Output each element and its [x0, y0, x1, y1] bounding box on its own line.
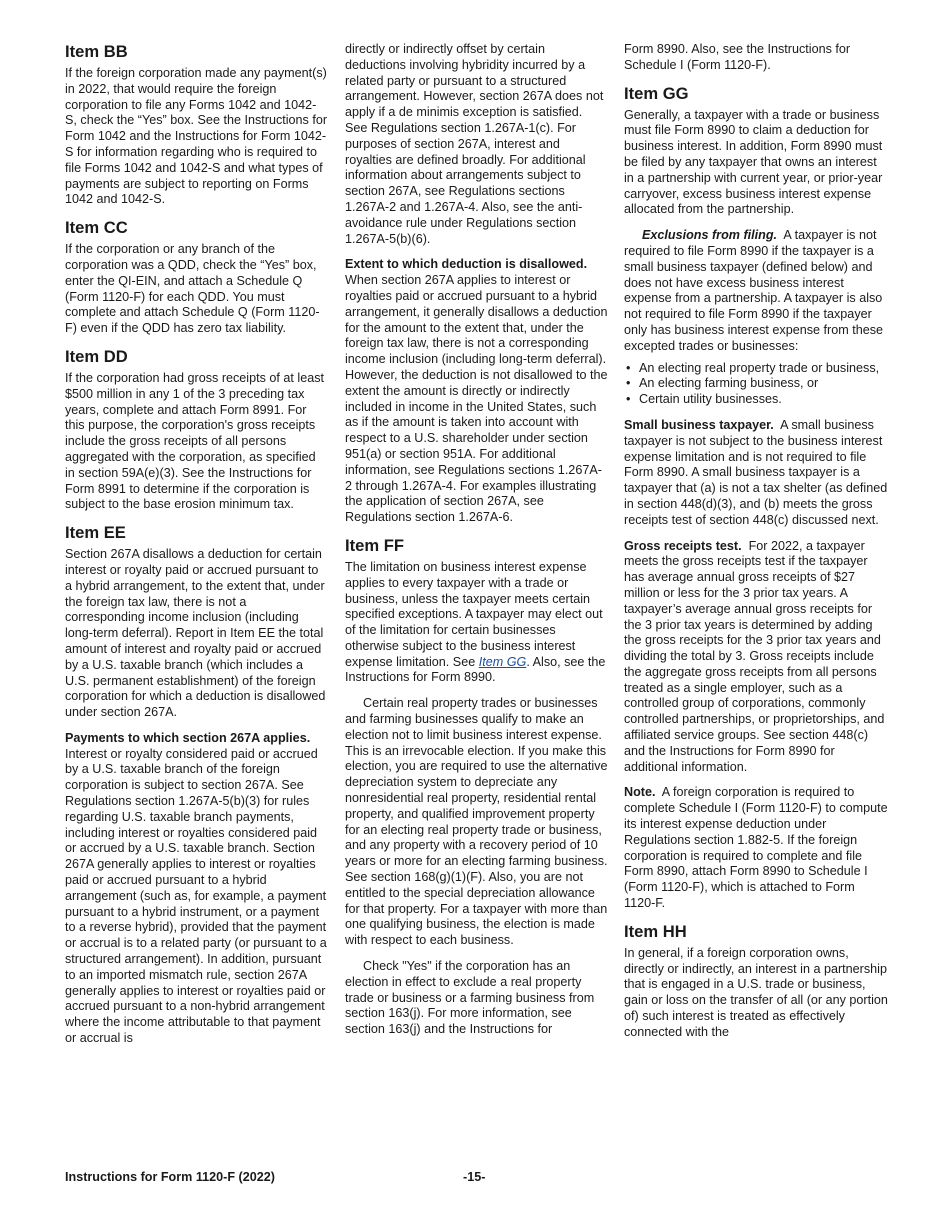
gross-receipts-paragraph [624, 539, 888, 776]
extent-text: When section 267A applies to interest or royalties paid or accrued pursuant to a hybrid arrangement, it generally disallows a deduction for the amount to the extent that, under the foreign tax law, there is not a corresponding income inclusion (including long-term deferral). However, the deduction is not disallowed to the extent the amount is directly or indirectly included in income in the United States, such as if the amount is taken into account with respect to a U.S. shareholder under section 951(a) or section 951A. For additional information, see Regulations sections 1.267A-2 through 1.267A-4. For examples illustrating the application of section 267A, see Regulations section 1.267A-6. [345, 273, 608, 525]
footer-form-title: Instructions for Form 1120-F (2022) [65, 1170, 275, 1184]
item-ee-continued-text: directly or indirectly offset by certain deductions involving hybridity incurred by a related party or pursuant to a structured arrangement. However, section 267A does not apply if a de minimis exception is satisfied. See Regulations section 1.267A-1(c). For purposes of section 267A, interest and royalties are defined broadly. For additional information about arrangements subject to section 267A, see Regulations sections 1.267A-2 and 1.267A-4. Also, see the anti-avoidance rule under Regulations section 1.267A-5(b)(6). [345, 42, 604, 246]
small-business-title: Small business taxpayer. [624, 417, 774, 432]
column-middle [345, 42, 608, 1044]
note-text: A foreign corporation is required to complete Schedule I (Form 1120-F) to compute its interest expense deduction under Regulations section 1.882-5. If the foreign corporation is required to complete and file Form 8990, attach Form 8990 to Schedule I (Form 1120-F), which is attached to Form 1120-F. [624, 785, 888, 911]
item-ee-text: Section 267A disallows a deduction for certain interest or royalty paid or accrued pursuant to a hybrid arrangement, to the extent that, under the foreign tax law, there is not a corresponding income inclusion (including long-term deferral). Report in Item EE the total amount of interest and royalty paid or accrued by a U.S. taxable branch (which includes a U.S. permanent establishment) of the foreign corporation for which a deduction is disallowed under section 267A. [65, 547, 326, 720]
item-ff-election-text: Certain real property trades or businesses and farming businesses qualify to make an election not to limit business interest expense. This is an irrevocable election. If you make this election, you are required to use the alternative depreciation system to depreciate any nonresidential real property, residential rental property, and qualified improvement property for an electing real property trade or business, and any property with a recovery period of 10 years or more for an electing farming business. See section 168(g)(1)(F). Also, you are not entitled to the special depreciation allowance for that property. For a taxpayer with more than one qualifying business, the election is made with respect to each business. [345, 696, 608, 948]
item-gg-link[interactable]: Item GG [478, 654, 527, 669]
item-ff-heading: Item FF [345, 535, 405, 555]
column-right [624, 42, 888, 1047]
gross-receipts-text: For 2022, a taxpayer meets the gross receipts test if the taxpayer has average annual gross receipts of $27 million or less for the 3 prior tax years. A taxpayer’s average annual gross receipts for the 3 prior tax years is determined by adding the gross receipts for the 3 prior tax years and dividing the total by 3. Gross receipts include the aggregate gross receipts from all persons treated as a single employer, such as a controlled group of corporations, commonly controlled partnerships, or proprietorships, and affiliated service groups. See section 448(c) and the Instructions for Form 8990 for additional information. [624, 538, 885, 774]
excepted-businesses-list [624, 361, 888, 408]
item-dd-heading: Item DD [65, 346, 128, 366]
note-title: Note. [624, 785, 656, 800]
item-hh-heading: Item HH [624, 921, 687, 941]
payments-267a-text: Interest or royalty considered paid or accrued by a U.S. taxable branch of the foreign corporation is subject to section 267A. See Regulations section 1.267A-5(b)(3) for rules regarding U.S. taxable branch payments, including interest or royalties considered paid or accrued by a U.S. taxable branch. Section 267A generally applies to interest or royalties paid or accrued pursuant to a hybrid arrangement (such as, for example, a payment pursuant to a hybrid instrument, or a payment to a reverse hybrid), provided that the payment or accrual is to a related party (or pursuant to a structured arrangement). In addition, pursuant to an imported mismatch rule, section 267A generally applies to interest or royalties paid or accrued pursuant to a non-hybrid arrangement where the income attributable to that payment or accrual is [65, 746, 327, 1046]
item-dd-text: If the corporation had gross receipts of at least $500 million in any 1 of the 3 preceding tax years, complete and attach Form 8991. For this purpose, the corporation's gross receipts include the gross receipts of all persons aggregated with the corporation, as specified in section 59A(e)(3). See the Instructions for Form 8991 to determine if the corporation is subject to the base erosion minimum tax. [65, 370, 325, 512]
exclusions-paragraph [624, 228, 888, 354]
payments-267a-paragraph [65, 731, 328, 1047]
list-item: • Certain utility businesses. [624, 392, 888, 408]
extent-paragraph [345, 257, 608, 526]
note-paragraph [624, 785, 888, 911]
item-cc-text: If the corporation or any branch of the corporation was a QDD, check the “Yes” box, enter the QI-EIN, and attach a Schedule Q (Form 1120-F) for each QDD. You must complete and attach Schedule Q (Form 1120-F) even if the QDD has zero tax liability. [65, 242, 320, 336]
item-bb-text: If the foreign corporation made any payment(s) in 2022, that would require the foreign corporation to file any Forms 1042 and 1042-S, check the “Yes” box. See the Instructions for Form 1042 and the Instructions for Form 1042-S for information regarding who is required to file Forms 1042 and 1042-S and what types of payments are subject to reporting on Forms 1042 and 1042-S. [65, 66, 328, 207]
item-cc-heading: Item CC [65, 218, 128, 238]
list-item: • An electing farming business, or [624, 376, 888, 392]
item-ff-text-a: The limitation on business interest expense applies to every taxpayer with a trade or business, unless the taxpayer meets certain specified exceptions. A taxpayer may elect out of the limitation for certain businesses otherwise subject to the business interest expense limitation. See [345, 559, 603, 669]
item-gg-heading: Item GG [624, 83, 689, 103]
list-item: • An electing real property trade or business, [624, 361, 888, 377]
item-hh-text: In general, if a foreign corporation owns, directly or indirectly, an interest in a partnership that is engaged in a U.S. trade or business, gain or loss on the transfer of all (or any portion of) such interest is treated as effectively connected with the [624, 945, 888, 1039]
column-left [65, 42, 328, 1053]
item-ff-text [345, 560, 608, 686]
item-ff-check-yes-text: Check "Yes" if the corporation has an election in effect to exclude a real property trade or business or a farming business from section 163(j). For more information, see section 163(j) and the Instructions for [345, 959, 595, 1037]
exclusions-text: A taxpayer is not required to file Form 8990 if the taxpayer is a small business taxpayer (defined below) and does not have excess business interest expense from a partnership. A taxpayer is also not required to file Form 8990 if the taxpayer only has business interest expense from these excepted trades or businesses: [624, 228, 884, 353]
small-business-text: A small business taxpayer is not subject to the business interest expense limitation and is not required to file Form 8990. A small business taxpayer is a taxpayer that (a) is not a tax shelter (as defined in section 448(d)(3), and (b) meets the gross receipts test of section 448(c) discussed next. [624, 417, 888, 527]
page-footer [65, 1170, 888, 1188]
gross-receipts-title: Gross receipts test. [624, 538, 742, 553]
item-bb-heading: Item BB [65, 42, 128, 61]
small-business-paragraph [624, 418, 888, 529]
item-ff-continued-text: Form 8990. Also, see the Instructions for Schedule I (Form 1120-F). [624, 42, 851, 72]
extent-title: Extent to which deduction is disallowed. [345, 257, 588, 272]
item-ff-text-b: . Also, see the Instructions for Form 8990. [345, 654, 606, 685]
item-ee-heading: Item EE [65, 523, 126, 543]
payments-267a-title: Payments to which section 267A applies. [65, 730, 311, 745]
exclusions-title: Exclusions from filing. [642, 228, 778, 243]
item-gg-text: Generally, a taxpayer with a trade or business must file Form 8990 to claim a deduction for business interest. In addition, Form 8990 must be filed by any taxpayer that owns an interest in a partnership with current year, or prior-year carryover, excess business interest expense allocated from the partnership. [624, 107, 883, 217]
page-number: -15- [463, 1170, 486, 1184]
